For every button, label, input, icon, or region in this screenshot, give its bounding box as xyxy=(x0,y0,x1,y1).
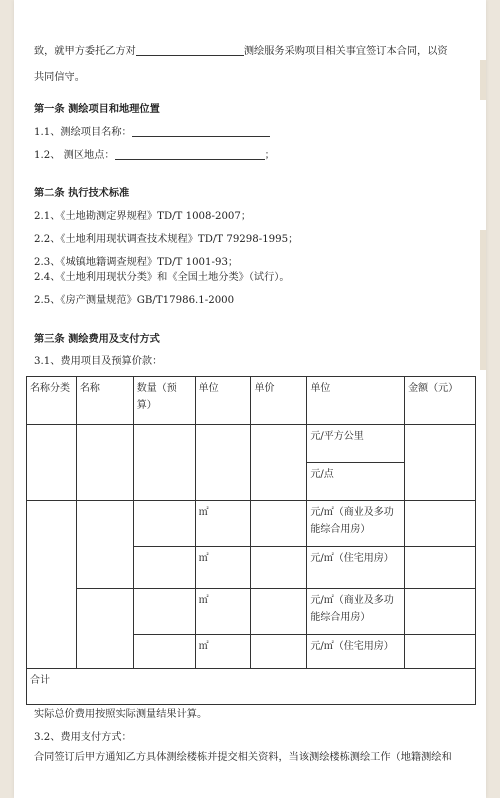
header-unit: 单位 xyxy=(195,377,251,425)
unit-cell: 元/㎡（住宅用房） xyxy=(307,547,405,589)
unit-sqm: ㎡ xyxy=(195,547,251,589)
unit-cell: 元/点 xyxy=(307,463,405,501)
unit-cell: 元/㎡（商业及多功能综合用房） xyxy=(307,589,405,635)
fee-items-heading: 3.1、费用项目及预算价款： xyxy=(34,356,163,367)
header-unit-2: 单位 xyxy=(307,377,405,425)
survey-location-blank xyxy=(115,148,265,160)
header-category: 名称分类 xyxy=(27,377,77,425)
survey-location-line: 1.2、 测区地点： ； xyxy=(34,150,275,161)
article-2-title: 第二条 执行技术标准 xyxy=(34,187,130,199)
project-name-blank xyxy=(132,125,270,137)
unit-sqm: ㎡ xyxy=(195,635,251,669)
standard-item: 2.5、《房产测量规范》GB/T17986.1-2000 xyxy=(34,295,235,306)
intro-paragraph-line-2: 共同信守。 xyxy=(34,72,85,83)
project-name-line: 1.1、测绘项目名称： xyxy=(34,123,270,138)
standard-item: 2.2、《土地利用现状调查技术规程》TD/T 79298-1995； xyxy=(34,234,299,245)
table-row xyxy=(27,501,476,547)
standard-item: 2.1、《土地勘测定界规程》TD/T 1008-2007； xyxy=(34,211,252,222)
unit-cell: 元/㎡（住宅用房） xyxy=(307,635,405,669)
fee-note: 实际总价费用按照实际测量结果计算。 xyxy=(34,709,208,720)
intro-paragraph-line-1: 致，就甲方委托乙方对 测绘服务采购项目相关事宜签订本合同，以资 xyxy=(34,46,448,57)
table-total-row xyxy=(27,669,476,705)
unit-sqm: ㎡ xyxy=(195,589,251,635)
decorative-stain xyxy=(480,60,486,100)
standard-item: 2.3、《城镇地籍调查规程》TD/T 1001-93； xyxy=(34,257,239,268)
table-row xyxy=(27,589,476,635)
fee-table xyxy=(26,376,476,705)
standard-item: 2.4、《土地利用现状分类》和《全国土地分类》（试行）。 xyxy=(34,272,290,283)
decorative-stain xyxy=(480,230,486,370)
document-page xyxy=(14,0,486,798)
table-header-row xyxy=(27,377,476,425)
project-blank xyxy=(136,44,244,56)
unit-sqm: ㎡ xyxy=(195,501,251,547)
header-quantity: 数量（预算） xyxy=(133,377,195,425)
payment-paragraph: 合同签订后甲方通知乙方具体测绘楼栋并提交相关资料，当该测绘楼栋测绘工作（地籍测绘和 xyxy=(34,752,452,763)
header-name: 名称 xyxy=(76,377,133,425)
header-amount: 金额（元） xyxy=(405,377,476,425)
table-row xyxy=(27,425,476,463)
unit-cell: 元/㎡（商业及多功能综合用房） xyxy=(307,501,405,547)
payment-method-heading: 3.2、费用支付方式： xyxy=(34,732,132,743)
article-3-title: 第三条 测绘费用及支付方式 xyxy=(34,333,160,345)
unit-cell: 元/平方公里 xyxy=(307,425,405,463)
total-cell: 合计 xyxy=(27,669,476,705)
header-unit-price: 单价 xyxy=(251,377,307,425)
article-1-title: 第一条 测绘项目和地理位置 xyxy=(34,103,160,115)
